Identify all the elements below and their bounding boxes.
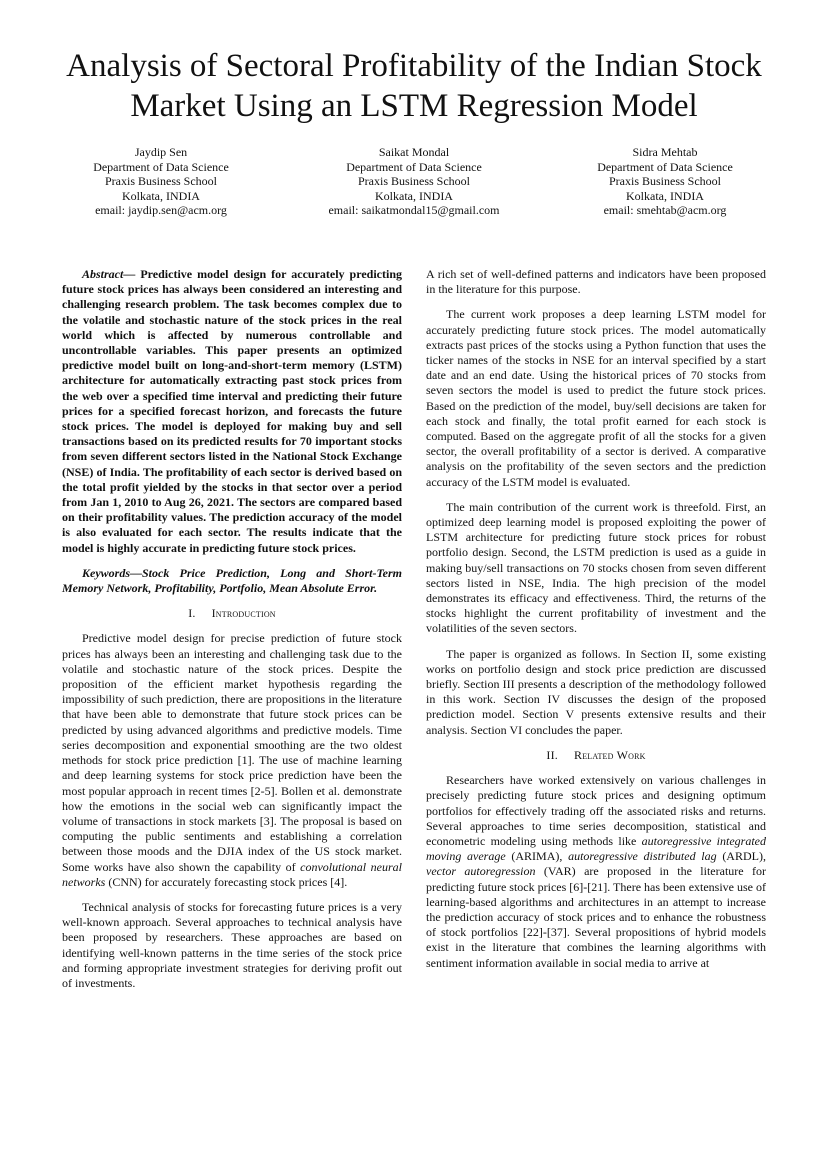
author-city: Kolkata, INDIA <box>122 188 200 203</box>
intro-paragraph-1 <box>62 631 402 889</box>
intro-paragraph-3: The current work proposes a deep learning LSTM model for accurately predicting future stock prices. The model automatically extracts past prices of the stocks using a Python function that uses the ticker names of the stocks in NSE for an interval specified by a start date and an end date. Using the historical prices of 70 stocks from seven sectors the model is used to predict the future stock prices. Based on the prediction of the model, buy/sell decisions are taken for each stock and finally, the total profit earned for each stock is computed. Based on the aggregate profit of all the stocks for a given sector, the overall profitability of a sector is derived. A comparative analysis on the profitability of the seven sectors and the prediction accuracy of the LSTM model is evaluated. <box>426 307 766 489</box>
author-school: Praxis Business School <box>104 174 217 189</box>
abstract <box>62 267 402 556</box>
continued-paragraph: A rich set of well-defined patterns and indicators have been proposed in the literature for this purpose. <box>426 267 766 297</box>
author-school: Praxis Business School <box>608 174 721 189</box>
author-city: Kolkata, INDIA <box>626 188 704 203</box>
intro-paragraph-5: The paper is organized as follows. In Section II, some existing works on portfolio design and stock price prediction are discussed briefly. Section III presents a description of the methodology followed in this work. Section IV discusses the design of the proposed prediction model. Section V presents extensive results and their analysis. Section VI concludes the paper. <box>426 646 766 737</box>
italic-run: convolutional neural networks <box>62 859 402 889</box>
right-column <box>426 267 766 981</box>
related-paragraph-1 <box>426 773 766 971</box>
text-run: (ARDL), <box>716 849 766 864</box>
text-run: Predictive model design for precise prediction of future stock prices has always been an interesting and challenging task due to the volatile and stochastic nature of the stock prices. Despite the proposition of the efficient market hypothesis regarding the impossibility of such prediction, there are propositions in the literature that have been able to demonstrate that future stock prices can be predicted by using advanced algorithms and predictive models. Time series decomposition and exponential smoothing are the two oldest methods for stock price prediction [1]. The use of machine learning and deep learning systems for stock price prediction have been the most popular approach in recent times [2-5]. Bollen et al. demonstrate how the emotions in the social web can significantly impact the volume of transactions in stock markets [3]. The proposal is based on computing the public sentiments and establishing a correlation between those moods and the DJIA index of the US stock market. Some works have also shown the capability of <box>62 631 402 874</box>
author-email: email: saikatmondal15@gmail.com <box>328 203 500 218</box>
author-email: email: jaydip.sen@acm.org <box>95 203 227 218</box>
author-name: Saikat Mondal <box>378 145 450 159</box>
keywords: Keywords—Stock Price Prediction, Long and Short-Term Memory Network, Profitability, Portfolio, Mean Absolute Error. <box>62 565 402 596</box>
italic-run: autoregressive integrated moving average <box>426 833 766 864</box>
section-heading-related-work <box>426 748 766 763</box>
text-run: (ARIMA), <box>505 849 569 864</box>
text-run: (CNN) for accurately forecasting stock prices [4]. <box>105 874 348 889</box>
author-dept: Department of Data Science <box>93 159 229 174</box>
author-name: Sidra Mehtab <box>632 145 698 159</box>
author-dept: Department of Data Science <box>346 159 482 174</box>
abstract-label: Abstract— <box>82 267 136 281</box>
paper-title: Analysis of Sectoral Profitability of the Indian Stock Market Using an LSTM Regression Model <box>66 48 762 124</box>
author-city: Kolkata, INDIA <box>375 188 453 203</box>
author-name: Jaydip Sen <box>134 145 188 159</box>
text-run: (VAR) are proposed in the literature for predicting future stock prices [6]-[21]. There has been extensive use of learning-based algorithms and architectures in an attempt to increase the prediction accuracy of stock prices and to enhance the robustness of stock portfolios [22]-[37]. Several propositions of hybrid models exist in the literature that combines the learning algorithms with sentiment information available in social media to arrive at <box>426 864 767 970</box>
text-run: Researchers have worked extensively on various challenges in precisely predicting future stock prices and designing optimum portfolios for effectively trading off the associated risks and returns. Several approaches to time series decomposition, statistical and econometric modeling using methods like <box>426 773 766 848</box>
left-column <box>62 267 402 1001</box>
section-title: Introduction <box>211 606 276 621</box>
section-number: II. <box>546 747 558 762</box>
intro-paragraph-4: The main contribution of the current work is threefold. First, an optimized deep learning model is proposed exploiting the power of LSTM architecture for predicting future stock prices for robust portfolio design. Second, the LSTM prediction is used as a guide in making buy/sell transactions on 70 stocks chosen from seven different sectors listed in NSE, India. The high precision of the model demonstrates its efficacy and effectiveness. Third, the returns of the stocks highlight the current profitability of investment and the volatilities of the seven sectors. <box>426 499 766 636</box>
author-school: Praxis Business School <box>357 174 470 189</box>
italic-run: autoregressive distributed lag <box>568 849 717 864</box>
intro-paragraph-2: Technical analysis of stocks for forecasting future prices is a very well-known approach. Several approaches to technical analysis have been proposed by researchers. These approaches are based on identifying well-known patterns in the time series of the stock price and forming appropriate investment strategies for deriving profit out of investments. <box>62 899 402 990</box>
author-dept: Department of Data Science <box>597 159 733 174</box>
section-title: Related Work <box>573 747 646 762</box>
author-3 <box>535 145 795 218</box>
author-1 <box>31 145 291 218</box>
italic-run: vector autoregression <box>426 864 536 879</box>
abstract-text: Predictive model design for accurately predicting future stock prices has always been considered an interesting and challenging research problem. The task becomes complex due to the volatile and stochastic nature of the stock prices in the real world which is affected by numerous controllable and uncontrollable variables. This paper presents an optimized predictive model built on long-and-short-term memory (LSTM) architecture for automatically extracting past stock prices from the web over a specified time interval and predicting their future prices for a specified forecast horizon, and forecasts the future stock prices. The model is deployed for making buy and sell transactions based on its predicted results for 70 important stocks from seven different sectors listed in the National Stock Exchange (NSE) of India. The profitability of each sector is derived based on the total profit yielded by the stocks in that sector over a period from Jan 1, 2010 to Aug 26, 2021. The sectors are compared based on their profitability values. The prediction accuracy of the model is also evaluated for each sector. The results indicate that the model is highly accurate in predicting future stock prices. <box>62 267 402 555</box>
section-number: I. <box>188 606 196 621</box>
section-heading-introduction <box>62 606 402 621</box>
author-email: email: smehtab@acm.org <box>603 203 727 218</box>
author-2 <box>284 145 544 218</box>
